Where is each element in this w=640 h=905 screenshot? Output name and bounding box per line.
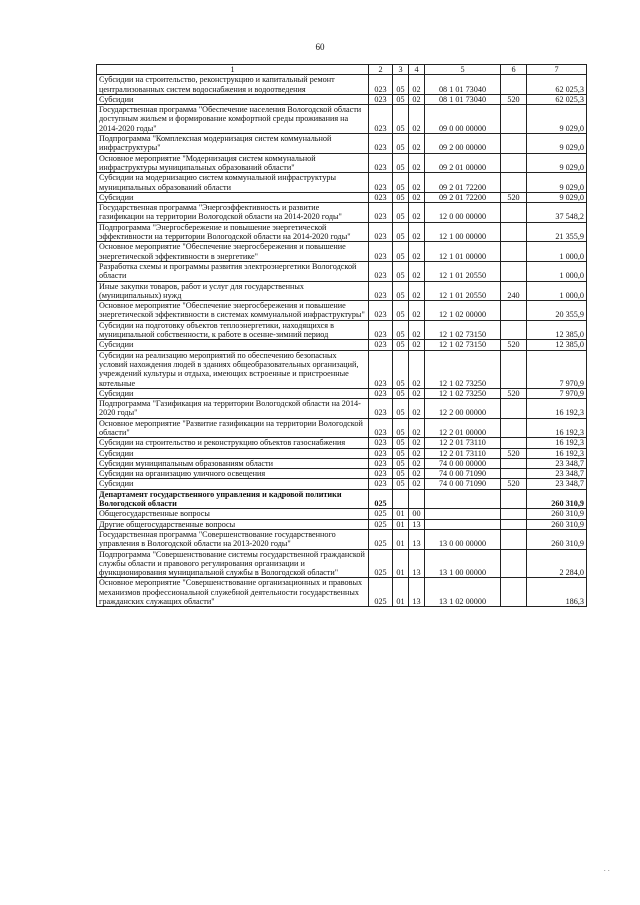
row-expense-type-cell: 520 — [501, 388, 527, 398]
table-row — [97, 105, 587, 134]
row-ministry-code-cell: 025 — [369, 549, 393, 578]
table-row — [97, 192, 587, 202]
row-amount-cell: 16 192,3 — [527, 399, 587, 419]
row-ministry-code-cell: 025 — [369, 529, 393, 549]
row-expense-type-cell — [501, 203, 527, 223]
row-expense-type-cell: 520 — [501, 340, 527, 350]
row-ministry-code-cell: 023 — [369, 479, 393, 489]
row-section-cell: 05 — [393, 153, 409, 173]
row-section-cell: 05 — [393, 281, 409, 301]
row-amount-cell: 23 348,7 — [527, 458, 587, 468]
row-section-cell: 05 — [393, 320, 409, 340]
row-amount-cell: 16 192,3 — [527, 438, 587, 448]
row-name-cell: Другие общегосударственные вопросы — [97, 519, 369, 529]
table-row — [97, 438, 587, 448]
table-row — [97, 519, 587, 529]
row-subsection-cell: 02 — [409, 438, 425, 448]
row-section-cell: 05 — [393, 418, 409, 438]
row-name-cell: Подпрограмма "Газификация на территории Вологодской области на 2014-2020 годы" — [97, 399, 369, 419]
row-expense-type-cell — [501, 75, 527, 95]
row-name-cell: Субсидии — [97, 192, 369, 202]
row-section-cell — [393, 489, 409, 509]
row-amount-cell: 7 970,9 — [527, 388, 587, 398]
row-amount-cell: 23 348,7 — [527, 479, 587, 489]
row-section-cell: 05 — [393, 94, 409, 104]
row-ministry-code-cell: 023 — [369, 438, 393, 448]
row-expense-type-cell: 520 — [501, 479, 527, 489]
row-name-cell: Субсидии на строительство и реконструкцию объектов газоснабжения — [97, 438, 369, 448]
row-expense-type-cell: 240 — [501, 281, 527, 301]
row-subsection-cell: 13 — [409, 519, 425, 529]
table-row — [97, 529, 587, 549]
row-ministry-code-cell: 023 — [369, 458, 393, 468]
row-target-article-cell: 13 1 00 00000 — [425, 549, 501, 578]
row-expense-type-cell — [501, 438, 527, 448]
row-name-cell: Департамент государственного управления и кадровой политики Вологодской области — [97, 489, 369, 509]
row-subsection-cell: 02 — [409, 261, 425, 281]
row-ministry-code-cell: 023 — [369, 203, 393, 223]
row-target-article-cell: 09 2 01 72200 — [425, 173, 501, 193]
row-target-article-cell: 08 1 01 73040 — [425, 94, 501, 104]
row-name-cell: Общегосударственные вопросы — [97, 509, 369, 519]
table-row — [97, 469, 587, 479]
row-section-cell: 05 — [393, 134, 409, 154]
row-name-cell: Субсидии муниципальным образованиям области — [97, 458, 369, 468]
row-amount-cell: 23 348,7 — [527, 469, 587, 479]
row-expense-type-cell — [501, 261, 527, 281]
row-amount-cell: 9 029,0 — [527, 105, 587, 134]
table-row — [97, 301, 587, 321]
budget-table — [96, 64, 587, 607]
scan-mark: · · — [603, 867, 610, 875]
row-target-article-cell: 12 1 01 20550 — [425, 281, 501, 301]
row-target-article-cell: 12 2 00 00000 — [425, 399, 501, 419]
row-expense-type-cell — [501, 173, 527, 193]
row-name-cell: Субсидии на модернизацию систем коммунальной инфраструктуры муниципальных образований области — [97, 173, 369, 193]
row-section-cell: 01 — [393, 519, 409, 529]
row-ministry-code-cell: 025 — [369, 578, 393, 607]
row-subsection-cell: 02 — [409, 301, 425, 321]
row-section-cell: 05 — [393, 388, 409, 398]
row-target-article-cell — [425, 489, 501, 509]
row-target-article-cell: 13 0 00 00000 — [425, 529, 501, 549]
table-row — [97, 509, 587, 519]
row-name-cell: Субсидии на подготовку объектов теплоэнергетики, находящихся в муниципальной собственности, к работе в осенне-зимний период — [97, 320, 369, 340]
row-target-article-cell: 12 2 01 73110 — [425, 448, 501, 458]
row-section-cell: 05 — [393, 448, 409, 458]
header-cell-1: 1 — [97, 65, 369, 75]
row-amount-cell: 62 025,3 — [527, 94, 587, 104]
row-target-article-cell: 09 2 00 00000 — [425, 134, 501, 154]
row-target-article-cell: 12 1 02 73150 — [425, 320, 501, 340]
table-row — [97, 94, 587, 104]
row-target-article-cell: 09 0 00 00000 — [425, 105, 501, 134]
row-subsection-cell — [409, 489, 425, 509]
row-expense-type-cell — [501, 469, 527, 479]
header-cell-3: 3 — [393, 65, 409, 75]
row-name-cell: Субсидии на реализацию мероприятий по обеспечению безопасных условий нахождения людей в зданиях общеобразовательных организаций, учреждений культуры и отдыха, имеющих встроенные и пристроенные котельные — [97, 350, 369, 388]
row-target-article-cell: 12 2 01 00000 — [425, 418, 501, 438]
row-amount-cell: 9 029,0 — [527, 134, 587, 154]
table-row — [97, 173, 587, 193]
row-expense-type-cell — [501, 320, 527, 340]
row-subsection-cell: 02 — [409, 222, 425, 242]
row-subsection-cell: 02 — [409, 399, 425, 419]
row-section-cell: 05 — [393, 350, 409, 388]
row-name-cell: Субсидии — [97, 448, 369, 458]
row-amount-cell: 21 355,9 — [527, 222, 587, 242]
row-amount-cell: 260 310,9 — [527, 519, 587, 529]
row-ministry-code-cell: 023 — [369, 173, 393, 193]
row-target-article-cell: 74 0 00 71090 — [425, 479, 501, 489]
row-ministry-code-cell: 023 — [369, 448, 393, 458]
row-subsection-cell: 02 — [409, 203, 425, 223]
row-section-cell: 05 — [393, 105, 409, 134]
row-section-cell: 05 — [393, 242, 409, 262]
row-section-cell: 01 — [393, 549, 409, 578]
row-expense-type-cell — [501, 350, 527, 388]
row-section-cell: 05 — [393, 203, 409, 223]
row-subsection-cell: 13 — [409, 549, 425, 578]
row-ministry-code-cell: 023 — [369, 222, 393, 242]
row-target-article-cell: 12 1 00 00000 — [425, 222, 501, 242]
row-target-article-cell: 12 1 01 00000 — [425, 242, 501, 262]
table-row — [97, 203, 587, 223]
table-row — [97, 418, 587, 438]
table-header-row — [97, 65, 587, 75]
row-name-cell: Субсидии — [97, 388, 369, 398]
row-amount-cell: 260 310,9 — [527, 489, 587, 509]
row-name-cell: Субсидии — [97, 94, 369, 104]
row-amount-cell: 260 310,9 — [527, 529, 587, 549]
row-name-cell: Основное мероприятие "Обеспечение энергосбережения и повышение энергетической эффективности в системах коммунальной инфраструктуры" — [97, 301, 369, 321]
row-ministry-code-cell: 023 — [369, 105, 393, 134]
row-subsection-cell: 02 — [409, 458, 425, 468]
row-expense-type-cell — [501, 153, 527, 173]
row-subsection-cell: 02 — [409, 469, 425, 479]
row-name-cell: Подпрограмма "Комплексная модернизация систем коммунальной инфраструктуры" — [97, 134, 369, 154]
row-amount-cell: 37 548,2 — [527, 203, 587, 223]
row-target-article-cell: 74 0 00 00000 — [425, 458, 501, 468]
row-amount-cell: 260 310,9 — [527, 509, 587, 519]
row-target-article-cell: 74 0 00 71090 — [425, 469, 501, 479]
row-subsection-cell: 13 — [409, 529, 425, 549]
row-name-cell: Иные закупки товаров, работ и услуг для государственных (муниципальных) нужд — [97, 281, 369, 301]
table-row — [97, 242, 587, 262]
row-expense-type-cell — [501, 242, 527, 262]
row-section-cell: 05 — [393, 340, 409, 350]
row-expense-type-cell — [501, 134, 527, 154]
row-ministry-code-cell: 023 — [369, 418, 393, 438]
row-subsection-cell: 02 — [409, 479, 425, 489]
table-row — [97, 399, 587, 419]
row-name-cell: Основное мероприятие "Обеспечение энергосбережения и повышение энергетической эффективности в энергетике" — [97, 242, 369, 262]
row-subsection-cell: 02 — [409, 192, 425, 202]
row-ministry-code-cell: 023 — [369, 75, 393, 95]
row-section-cell: 05 — [393, 469, 409, 479]
row-amount-cell: 1 000,0 — [527, 242, 587, 262]
row-target-article-cell: 09 2 01 00000 — [425, 153, 501, 173]
row-amount-cell: 12 385,0 — [527, 320, 587, 340]
row-section-cell: 01 — [393, 578, 409, 607]
row-amount-cell: 9 029,0 — [527, 173, 587, 193]
row-ministry-code-cell: 025 — [369, 489, 393, 509]
row-expense-type-cell: 520 — [501, 448, 527, 458]
header-cell-7: 7 — [527, 65, 587, 75]
header-cell-2: 2 — [369, 65, 393, 75]
row-expense-type-cell — [501, 222, 527, 242]
row-name-cell: Субсидии на организацию уличного освещения — [97, 469, 369, 479]
row-target-article-cell: 09 2 01 72200 — [425, 192, 501, 202]
table-row — [97, 134, 587, 154]
row-subsection-cell: 02 — [409, 418, 425, 438]
row-subsection-cell: 02 — [409, 105, 425, 134]
row-expense-type-cell — [501, 301, 527, 321]
row-expense-type-cell — [501, 399, 527, 419]
header-cell-6: 6 — [501, 65, 527, 75]
row-section-cell: 05 — [393, 301, 409, 321]
row-target-article-cell: 12 1 02 73250 — [425, 350, 501, 388]
row-amount-cell: 9 029,0 — [527, 153, 587, 173]
row-amount-cell: 1 000,0 — [527, 281, 587, 301]
row-subsection-cell: 02 — [409, 173, 425, 193]
header-cell-4: 4 — [409, 65, 425, 75]
row-name-cell: Основное мероприятие "Модернизация систем коммунальной инфраструктуры муниципальных образований области" — [97, 153, 369, 173]
row-ministry-code-cell: 023 — [369, 340, 393, 350]
row-subsection-cell: 02 — [409, 281, 425, 301]
table-row — [97, 479, 587, 489]
row-name-cell: Субсидии на строительство, реконструкцию и капитальный ремонт централизованных систем водоснабжения и водоотведения — [97, 75, 369, 95]
row-section-cell: 05 — [393, 479, 409, 489]
row-ministry-code-cell: 023 — [369, 261, 393, 281]
row-amount-cell: 9 029,0 — [527, 192, 587, 202]
row-section-cell: 01 — [393, 509, 409, 519]
row-name-cell: Подпрограмма "Совершенствование системы государственной гражданской службы области и правового регулирования организации и функционирования муниципальной службы в Вологодской области" — [97, 549, 369, 578]
row-ministry-code-cell: 023 — [369, 320, 393, 340]
table-row — [97, 350, 587, 388]
table-row — [97, 458, 587, 468]
table-row — [97, 340, 587, 350]
row-subsection-cell: 02 — [409, 94, 425, 104]
page-number: 60 — [315, 42, 325, 52]
row-ministry-code-cell: 023 — [369, 388, 393, 398]
table-row — [97, 261, 587, 281]
row-ministry-code-cell: 025 — [369, 519, 393, 529]
row-subsection-cell: 13 — [409, 578, 425, 607]
row-expense-type-cell — [501, 509, 527, 519]
row-subsection-cell: 02 — [409, 350, 425, 388]
row-name-cell: Государственная программа "Совершенствование государственного управления в Вологодской области на 2013-2020 годы" — [97, 529, 369, 549]
row-ministry-code-cell: 023 — [369, 192, 393, 202]
table-row — [97, 448, 587, 458]
table-row — [97, 75, 587, 95]
row-expense-type-cell — [501, 458, 527, 468]
row-amount-cell: 16 192,3 — [527, 418, 587, 438]
row-subsection-cell: 00 — [409, 509, 425, 519]
row-expense-type-cell — [501, 105, 527, 134]
row-target-article-cell: 12 0 00 00000 — [425, 203, 501, 223]
row-section-cell: 05 — [393, 458, 409, 468]
row-section-cell: 01 — [393, 529, 409, 549]
row-subsection-cell: 02 — [409, 320, 425, 340]
row-section-cell: 05 — [393, 261, 409, 281]
row-target-article-cell — [425, 519, 501, 529]
row-subsection-cell: 02 — [409, 388, 425, 398]
row-amount-cell: 1 000,0 — [527, 261, 587, 281]
row-amount-cell: 12 385,0 — [527, 340, 587, 350]
row-name-cell: Государственная программа "Обеспечение населения Вологодской области доступным жильем и формирование комфортной среды проживания на 2014-2020 годы" — [97, 105, 369, 134]
row-amount-cell: 62 025,3 — [527, 75, 587, 95]
row-target-article-cell: 12 1 02 73150 — [425, 340, 501, 350]
row-subsection-cell: 02 — [409, 75, 425, 95]
row-subsection-cell: 02 — [409, 134, 425, 154]
row-ministry-code-cell: 023 — [369, 281, 393, 301]
row-expense-type-cell: 520 — [501, 192, 527, 202]
row-name-cell: Подпрограмма "Энергосбережение и повышение энергетической эффективности на территории Вологодской области на 2014-2020 годы" — [97, 222, 369, 242]
row-ministry-code-cell: 023 — [369, 399, 393, 419]
row-expense-type-cell: 520 — [501, 94, 527, 104]
table-row — [97, 549, 587, 578]
row-expense-type-cell — [501, 418, 527, 438]
row-target-article-cell: 12 1 02 00000 — [425, 301, 501, 321]
row-subsection-cell: 02 — [409, 340, 425, 350]
row-amount-cell: 16 192,3 — [527, 448, 587, 458]
row-section-cell: 05 — [393, 192, 409, 202]
row-ministry-code-cell: 023 — [369, 350, 393, 388]
table-row — [97, 153, 587, 173]
row-name-cell: Основное мероприятие "Развитие газификации на территории Вологодской области" — [97, 418, 369, 438]
row-target-article-cell: 12 1 02 73250 — [425, 388, 501, 398]
row-section-cell: 05 — [393, 399, 409, 419]
row-target-article-cell: 08 1 01 73040 — [425, 75, 501, 95]
row-section-cell: 05 — [393, 222, 409, 242]
table-row — [97, 388, 587, 398]
table-row — [97, 578, 587, 607]
row-ministry-code-cell: 023 — [369, 469, 393, 479]
table-row — [97, 281, 587, 301]
row-amount-cell: 20 355,9 — [527, 301, 587, 321]
row-amount-cell: 186,3 — [527, 578, 587, 607]
row-ministry-code-cell: 023 — [369, 301, 393, 321]
row-target-article-cell: 13 1 02 00000 — [425, 578, 501, 607]
row-section-cell: 05 — [393, 173, 409, 193]
row-expense-type-cell — [501, 519, 527, 529]
row-name-cell: Разработка схемы и программы развития электроэнергетики Вологодской области — [97, 261, 369, 281]
row-expense-type-cell — [501, 578, 527, 607]
table-row — [97, 489, 587, 509]
row-amount-cell: 7 970,9 — [527, 350, 587, 388]
row-target-article-cell: 12 2 01 73110 — [425, 438, 501, 448]
row-ministry-code-cell: 023 — [369, 94, 393, 104]
row-name-cell: Субсидии — [97, 340, 369, 350]
row-subsection-cell: 02 — [409, 242, 425, 262]
row-ministry-code-cell: 023 — [369, 242, 393, 262]
row-subsection-cell: 02 — [409, 448, 425, 458]
row-subsection-cell: 02 — [409, 153, 425, 173]
row-target-article-cell: 12 1 01 20550 — [425, 261, 501, 281]
row-name-cell: Государственная программа "Энергоэффективность и развитие газификации на территории Вологодской области на 2014-2020 годы" — [97, 203, 369, 223]
row-section-cell: 05 — [393, 438, 409, 448]
row-expense-type-cell — [501, 529, 527, 549]
row-name-cell: Основное мероприятие "Совершенствование организационных и правовых механизмов профессиональной служебной деятельности государственных гражданских служащих области" — [97, 578, 369, 607]
row-target-article-cell — [425, 509, 501, 519]
row-section-cell: 05 — [393, 75, 409, 95]
header-cell-5: 5 — [425, 65, 501, 75]
table-row — [97, 320, 587, 340]
row-name-cell: Субсидии — [97, 479, 369, 489]
table-row — [97, 222, 587, 242]
row-ministry-code-cell: 023 — [369, 134, 393, 154]
row-ministry-code-cell: 023 — [369, 153, 393, 173]
row-ministry-code-cell: 025 — [369, 509, 393, 519]
row-expense-type-cell — [501, 489, 527, 509]
row-expense-type-cell — [501, 549, 527, 578]
row-amount-cell: 2 284,0 — [527, 549, 587, 578]
